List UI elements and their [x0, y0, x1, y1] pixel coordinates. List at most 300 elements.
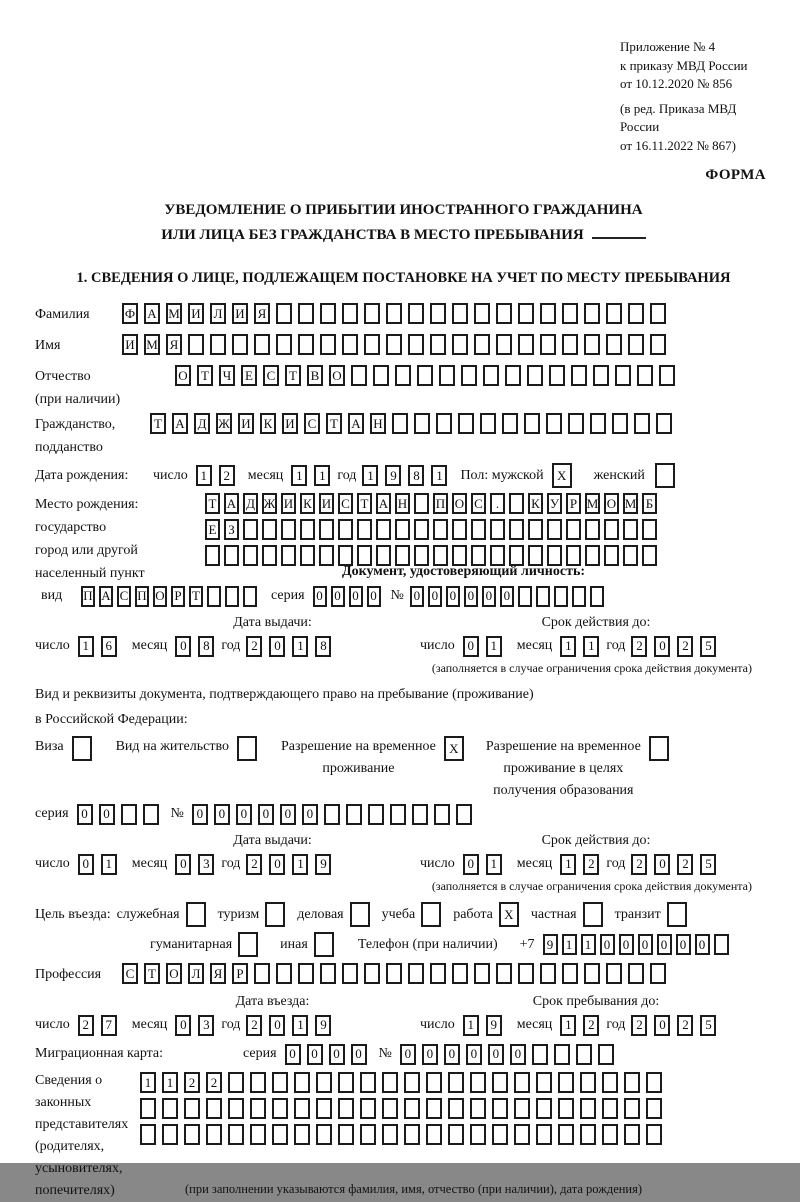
form-cell[interactable]	[540, 963, 556, 984]
form-cell[interactable]	[509, 545, 524, 566]
form-cell[interactable]	[637, 365, 653, 386]
form-cell[interactable]: Р	[232, 963, 248, 984]
form-cell[interactable]: Т	[205, 493, 220, 514]
form-cell[interactable]: 0	[269, 854, 285, 875]
form-cell[interactable]	[382, 1098, 398, 1119]
form-cell[interactable]: А	[376, 493, 391, 514]
form-cell[interactable]	[546, 413, 562, 434]
form-cell[interactable]	[272, 1124, 288, 1145]
form-cell[interactable]	[430, 334, 446, 355]
form-cell[interactable]	[320, 303, 336, 324]
form-cell[interactable]: М	[623, 493, 638, 514]
form-cell[interactable]: С	[122, 963, 138, 984]
form-cell[interactable]	[598, 1044, 614, 1065]
form-cell[interactable]: П	[433, 493, 448, 514]
form-cell[interactable]	[324, 804, 340, 825]
form-cell[interactable]: 2	[246, 636, 262, 657]
form-cell[interactable]	[562, 303, 578, 324]
form-cell[interactable]	[623, 519, 638, 540]
form-cell[interactable]	[320, 334, 336, 355]
form-cell[interactable]: 1	[581, 934, 596, 955]
form-cell[interactable]	[72, 736, 92, 761]
form-cell[interactable]: Я	[210, 963, 226, 984]
form-cell[interactable]	[351, 365, 367, 386]
form-cell[interactable]	[300, 519, 315, 540]
form-cell[interactable]: 1	[560, 636, 576, 657]
form-cell[interactable]: У	[547, 493, 562, 514]
form-cell[interactable]	[642, 545, 657, 566]
form-cell[interactable]	[602, 1072, 618, 1093]
form-cell[interactable]: 0	[307, 1044, 323, 1065]
form-cell[interactable]: 6	[101, 636, 117, 657]
form-cell[interactable]	[502, 413, 518, 434]
form-cell[interactable]	[634, 413, 650, 434]
form-cell[interactable]	[426, 1124, 442, 1145]
form-cell[interactable]: 3	[198, 1015, 214, 1036]
form-cell[interactable]	[483, 365, 499, 386]
form-cell[interactable]: 5	[700, 1015, 716, 1036]
form-cell[interactable]	[646, 1072, 662, 1093]
form-cell[interactable]: 1	[292, 1015, 308, 1036]
form-cell[interactable]	[357, 545, 372, 566]
form-cell[interactable]: О	[604, 493, 619, 514]
form-cell[interactable]: 1	[583, 636, 599, 657]
form-cell[interactable]: 1	[162, 1072, 178, 1093]
form-cell[interactable]	[206, 1124, 222, 1145]
form-cell[interactable]: 1	[292, 854, 308, 875]
form-cell[interactable]: 2	[246, 1015, 262, 1036]
form-cell[interactable]: И	[319, 493, 334, 514]
form-cell[interactable]: Я	[166, 334, 182, 355]
form-cell[interactable]	[276, 963, 292, 984]
form-cell[interactable]: П	[81, 586, 95, 607]
form-cell[interactable]	[386, 334, 402, 355]
form-cell[interactable]	[580, 1072, 596, 1093]
form-cell[interactable]	[319, 519, 334, 540]
form-cell[interactable]: 0	[258, 804, 274, 825]
form-cell[interactable]	[566, 519, 581, 540]
form-cell[interactable]: 0	[349, 586, 363, 607]
form-cell[interactable]: М	[166, 303, 182, 324]
form-cell[interactable]	[580, 1124, 596, 1145]
form-cell[interactable]: В	[307, 365, 323, 386]
form-cell[interactable]: 2	[631, 636, 647, 657]
form-cell[interactable]	[606, 334, 622, 355]
form-cell[interactable]	[623, 545, 638, 566]
form-cell[interactable]	[360, 1124, 376, 1145]
form-cell[interactable]	[585, 545, 600, 566]
humanitarian-checkbox[interactable]	[238, 932, 264, 957]
form-cell[interactable]	[558, 1124, 574, 1145]
form-cell[interactable]	[294, 1124, 310, 1145]
form-cell[interactable]: 0	[329, 1044, 345, 1065]
form-cell[interactable]	[250, 1098, 266, 1119]
form-cell[interactable]	[547, 519, 562, 540]
form-cell[interactable]: С	[263, 365, 279, 386]
form-cell[interactable]	[433, 519, 448, 540]
form-cell[interactable]	[496, 963, 512, 984]
form-cell[interactable]: 1	[362, 465, 378, 486]
form-cell[interactable]: О	[175, 365, 191, 386]
form-cell[interactable]	[536, 1124, 552, 1145]
form-cell[interactable]	[527, 365, 543, 386]
form-cell[interactable]	[496, 303, 512, 324]
form-cell[interactable]	[480, 413, 496, 434]
form-cell[interactable]	[448, 1072, 464, 1093]
form-cell[interactable]: X	[499, 902, 519, 927]
form-cell[interactable]	[547, 545, 562, 566]
form-cell[interactable]: Л	[210, 303, 226, 324]
form-cell[interactable]: 2	[677, 854, 693, 875]
form-cell[interactable]: Н	[395, 493, 410, 514]
form-cell[interactable]	[524, 413, 540, 434]
form-cell[interactable]	[254, 963, 270, 984]
rvp-checkbox[interactable]	[444, 736, 470, 761]
form-cell[interactable]: 0	[464, 586, 478, 607]
form-cell[interactable]: Д	[243, 493, 258, 514]
form-cell[interactable]	[250, 1124, 266, 1145]
form-cell[interactable]	[649, 736, 669, 761]
form-cell[interactable]: 0	[175, 854, 191, 875]
form-cell[interactable]	[509, 493, 524, 514]
form-cell[interactable]	[408, 963, 424, 984]
form-cell[interactable]: 0	[446, 586, 460, 607]
form-cell[interactable]: X	[552, 463, 572, 488]
form-cell[interactable]	[606, 303, 622, 324]
form-cell[interactable]: 0	[654, 1015, 670, 1036]
form-cell[interactable]	[316, 1124, 332, 1145]
form-cell[interactable]: 0	[269, 636, 285, 657]
form-cell[interactable]: И	[238, 413, 254, 434]
form-cell[interactable]	[338, 1098, 354, 1119]
form-cell[interactable]	[471, 519, 486, 540]
form-cell[interactable]: И	[281, 493, 296, 514]
form-cell[interactable]: Р	[171, 586, 185, 607]
form-cell[interactable]	[624, 1098, 640, 1119]
form-cell[interactable]: 2	[78, 1015, 94, 1036]
form-cell[interactable]: 0	[488, 1044, 504, 1065]
form-cell[interactable]	[294, 1072, 310, 1093]
form-cell[interactable]	[414, 519, 429, 540]
form-cell[interactable]: 1	[431, 465, 447, 486]
form-cell[interactable]: 8	[315, 636, 331, 657]
form-cell[interactable]	[338, 1124, 354, 1145]
form-cell[interactable]	[162, 1124, 178, 1145]
other-checkbox[interactable]	[314, 932, 340, 957]
form-cell[interactable]	[350, 902, 370, 927]
form-cell[interactable]	[474, 303, 490, 324]
form-cell[interactable]	[207, 586, 221, 607]
form-cell[interactable]	[368, 804, 384, 825]
form-cell[interactable]	[566, 545, 581, 566]
form-cell[interactable]: 0	[654, 854, 670, 875]
form-cell[interactable]: 0	[466, 1044, 482, 1065]
form-cell[interactable]: 0	[654, 636, 670, 657]
male-checkbox[interactable]	[552, 463, 578, 488]
form-cell[interactable]: 5	[700, 854, 716, 875]
form-cell[interactable]	[254, 334, 270, 355]
form-cell[interactable]	[314, 932, 334, 957]
form-cell[interactable]	[452, 303, 468, 324]
form-cell[interactable]: 2	[206, 1072, 222, 1093]
form-cell[interactable]	[514, 1098, 530, 1119]
form-cell[interactable]: Ч	[219, 365, 235, 386]
form-cell[interactable]: 0	[175, 636, 191, 657]
form-cell[interactable]: 2	[677, 1015, 693, 1036]
form-cell[interactable]: 0	[331, 586, 345, 607]
form-cell[interactable]	[514, 1124, 530, 1145]
form-cell[interactable]	[624, 1124, 640, 1145]
form-cell[interactable]	[492, 1072, 508, 1093]
form-cell[interactable]: Т	[150, 413, 166, 434]
form-cell[interactable]: З	[224, 519, 239, 540]
form-cell[interactable]: 2	[184, 1072, 200, 1093]
form-cell[interactable]: 0	[78, 854, 94, 875]
form-cell[interactable]	[470, 1072, 486, 1093]
form-cell[interactable]	[404, 1072, 420, 1093]
form-cell[interactable]	[376, 545, 391, 566]
form-cell[interactable]: Л	[188, 963, 204, 984]
form-cell[interactable]	[430, 963, 446, 984]
form-cell[interactable]: И	[188, 303, 204, 324]
form-cell[interactable]	[265, 902, 285, 927]
form-cell[interactable]: 0	[214, 804, 230, 825]
transit-checkbox[interactable]	[667, 902, 693, 927]
form-cell[interactable]: 2	[677, 636, 693, 657]
work-checkbox[interactable]	[499, 902, 525, 927]
form-cell[interactable]: 8	[198, 636, 214, 657]
form-cell[interactable]	[338, 545, 353, 566]
form-cell[interactable]: А	[144, 303, 160, 324]
form-cell[interactable]	[300, 545, 315, 566]
form-cell[interactable]	[602, 1124, 618, 1145]
tourism-checkbox[interactable]	[265, 902, 291, 927]
form-cell[interactable]: Т	[326, 413, 342, 434]
form-cell[interactable]	[338, 1072, 354, 1093]
form-cell[interactable]	[656, 413, 672, 434]
form-cell[interactable]	[604, 519, 619, 540]
form-cell[interactable]: 1	[101, 854, 117, 875]
form-cell[interactable]	[436, 413, 452, 434]
form-cell[interactable]	[228, 1098, 244, 1119]
form-cell[interactable]: А	[99, 586, 113, 607]
form-cell[interactable]: 0	[463, 854, 479, 875]
form-cell[interactable]	[298, 963, 314, 984]
form-cell[interactable]	[568, 413, 584, 434]
form-cell[interactable]	[364, 303, 380, 324]
form-cell[interactable]: 1	[560, 1015, 576, 1036]
form-cell[interactable]: С	[338, 493, 353, 514]
form-cell[interactable]: С	[117, 586, 131, 607]
private-checkbox[interactable]	[583, 902, 609, 927]
form-cell[interactable]: Н	[370, 413, 386, 434]
form-cell[interactable]: 9	[315, 854, 331, 875]
form-cell[interactable]	[628, 303, 644, 324]
rvp-edu-checkbox[interactable]	[649, 736, 675, 761]
form-cell[interactable]: С	[304, 413, 320, 434]
form-cell[interactable]	[395, 545, 410, 566]
form-cell[interactable]	[528, 519, 543, 540]
form-cell[interactable]	[395, 365, 411, 386]
form-cell[interactable]	[430, 303, 446, 324]
form-cell[interactable]	[505, 365, 521, 386]
form-cell[interactable]	[426, 1072, 442, 1093]
form-cell[interactable]: 2	[219, 465, 235, 486]
form-cell[interactable]	[518, 303, 534, 324]
form-cell[interactable]	[414, 545, 429, 566]
form-cell[interactable]: М	[585, 493, 600, 514]
form-cell[interactable]: 0	[422, 1044, 438, 1065]
form-cell[interactable]	[392, 413, 408, 434]
form-cell[interactable]	[417, 365, 433, 386]
form-cell[interactable]: 0	[600, 934, 615, 955]
form-cell[interactable]	[456, 804, 472, 825]
form-cell[interactable]	[272, 1098, 288, 1119]
form-cell[interactable]: 0	[285, 1044, 301, 1065]
form-cell[interactable]: 2	[631, 1015, 647, 1036]
form-cell[interactable]: 0	[351, 1044, 367, 1065]
form-cell[interactable]	[536, 586, 550, 607]
visa-checkbox[interactable]	[72, 736, 98, 761]
form-cell[interactable]	[536, 1072, 552, 1093]
form-cell[interactable]	[228, 1124, 244, 1145]
form-cell[interactable]	[243, 519, 258, 540]
form-cell[interactable]	[650, 303, 666, 324]
form-cell[interactable]: 0	[619, 934, 634, 955]
form-cell[interactable]	[490, 519, 505, 540]
form-cell[interactable]	[628, 334, 644, 355]
vnzh-checkbox[interactable]	[237, 736, 263, 761]
form-cell[interactable]: Ф	[122, 303, 138, 324]
form-cell[interactable]: 0	[695, 934, 710, 955]
form-cell[interactable]: 0	[657, 934, 672, 955]
form-cell[interactable]: А	[348, 413, 364, 434]
form-cell[interactable]: 0	[175, 1015, 191, 1036]
form-cell[interactable]	[414, 413, 430, 434]
form-cell[interactable]	[342, 334, 358, 355]
form-cell[interactable]: X	[444, 736, 464, 761]
form-cell[interactable]	[452, 334, 468, 355]
form-cell[interactable]: Т	[144, 963, 160, 984]
form-cell[interactable]: 0	[302, 804, 318, 825]
form-cell[interactable]	[604, 545, 619, 566]
form-cell[interactable]	[490, 545, 505, 566]
form-cell[interactable]	[474, 963, 490, 984]
form-cell[interactable]	[602, 1098, 618, 1119]
form-cell[interactable]: 1	[140, 1072, 156, 1093]
form-cell[interactable]: 0	[510, 1044, 526, 1065]
form-cell[interactable]	[294, 1098, 310, 1119]
form-cell[interactable]: М	[144, 334, 160, 355]
form-cell[interactable]	[162, 1098, 178, 1119]
form-cell[interactable]	[593, 365, 609, 386]
form-cell[interactable]: Я	[254, 303, 270, 324]
form-cell[interactable]	[276, 303, 292, 324]
form-cell[interactable]: 0	[77, 804, 93, 825]
form-cell[interactable]: С	[471, 493, 486, 514]
form-cell[interactable]: 0	[410, 586, 424, 607]
form-cell[interactable]	[518, 334, 534, 355]
form-cell[interactable]	[210, 334, 226, 355]
form-cell[interactable]: 9	[315, 1015, 331, 1036]
form-cell[interactable]	[386, 963, 402, 984]
form-cell[interactable]	[360, 1098, 376, 1119]
form-cell[interactable]	[357, 519, 372, 540]
form-cell[interactable]	[532, 1044, 548, 1065]
form-cell[interactable]	[225, 586, 239, 607]
form-cell[interactable]: И	[282, 413, 298, 434]
form-cell[interactable]: 9	[543, 934, 558, 955]
form-cell[interactable]	[250, 1072, 266, 1093]
form-cell[interactable]	[571, 365, 587, 386]
form-cell[interactable]	[514, 1072, 530, 1093]
form-cell[interactable]	[342, 303, 358, 324]
form-cell[interactable]	[714, 934, 729, 955]
form-cell[interactable]: 1	[292, 636, 308, 657]
form-cell[interactable]	[667, 902, 687, 927]
form-cell[interactable]: Т	[189, 586, 203, 607]
official-checkbox[interactable]	[186, 902, 212, 927]
form-cell[interactable]	[386, 303, 402, 324]
form-cell[interactable]	[496, 334, 512, 355]
form-cell[interactable]	[188, 334, 204, 355]
form-cell[interactable]: 2	[583, 854, 599, 875]
form-cell[interactable]: 0	[463, 636, 479, 657]
form-cell[interactable]	[612, 413, 628, 434]
form-cell[interactable]	[528, 545, 543, 566]
form-cell[interactable]: И	[232, 303, 248, 324]
form-cell[interactable]	[276, 334, 292, 355]
form-cell[interactable]: Д	[194, 413, 210, 434]
female-checkbox[interactable]	[655, 463, 681, 488]
form-cell[interactable]	[646, 1098, 662, 1119]
form-cell[interactable]: Ж	[262, 493, 277, 514]
form-cell[interactable]: 0	[236, 804, 252, 825]
form-cell[interactable]: Р	[566, 493, 581, 514]
form-cell[interactable]	[585, 519, 600, 540]
form-cell[interactable]	[540, 334, 556, 355]
form-cell[interactable]	[540, 303, 556, 324]
form-cell[interactable]: К	[260, 413, 276, 434]
form-cell[interactable]	[518, 963, 534, 984]
form-cell[interactable]	[140, 1098, 156, 1119]
form-cell[interactable]	[471, 545, 486, 566]
form-cell[interactable]	[143, 804, 159, 825]
form-cell[interactable]: .	[490, 493, 505, 514]
form-cell[interactable]	[584, 963, 600, 984]
form-cell[interactable]	[184, 1098, 200, 1119]
form-cell[interactable]	[433, 545, 448, 566]
form-cell[interactable]: 2	[246, 854, 262, 875]
form-cell[interactable]	[205, 545, 220, 566]
form-cell[interactable]: 1	[486, 854, 502, 875]
form-cell[interactable]: 1	[560, 854, 576, 875]
form-cell[interactable]	[414, 493, 429, 514]
form-cell[interactable]: 1	[314, 465, 330, 486]
form-cell[interactable]	[492, 1124, 508, 1145]
form-cell[interactable]	[470, 1098, 486, 1119]
form-cell[interactable]	[237, 736, 257, 761]
form-cell[interactable]	[590, 586, 604, 607]
form-cell[interactable]	[448, 1098, 464, 1119]
form-cell[interactable]	[316, 1098, 332, 1119]
form-cell[interactable]	[316, 1072, 332, 1093]
form-cell[interactable]	[558, 1072, 574, 1093]
form-cell[interactable]	[376, 519, 391, 540]
form-cell[interactable]: 1	[486, 636, 502, 657]
form-cell[interactable]	[642, 519, 657, 540]
form-cell[interactable]: А	[172, 413, 188, 434]
